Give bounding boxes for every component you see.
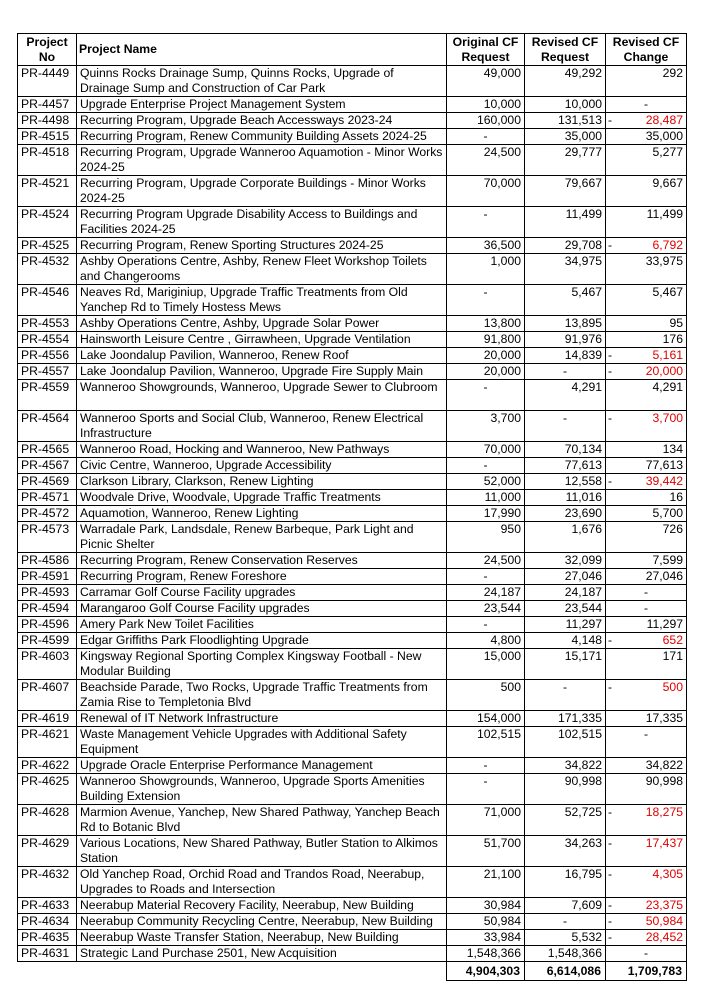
project-no-cell: PR-4599 — [18, 633, 77, 649]
original-request-cell: 20,000 — [447, 364, 525, 380]
revised-request-cell: 29,708 — [525, 238, 606, 254]
project-no-cell: PR-4557 — [18, 364, 77, 380]
table-row — [18, 380, 687, 411]
revised-request-cell: 10,000 — [525, 97, 606, 113]
table-row — [18, 238, 687, 254]
table-row — [18, 680, 687, 711]
project-name-cell: Civic Centre, Wanneroo, Upgrade Accessibility — [77, 458, 447, 474]
revised-request-cell: 34,975 — [525, 254, 606, 285]
revised-request-cell: 7,609 — [525, 898, 606, 914]
project-name-cell: Beachside Parade, Two Rocks, Upgrade Traffic Treatments from Zamia Rise to Templetonia Blvd — [77, 680, 447, 711]
project-no-cell: PR-4546 — [18, 285, 77, 316]
original-request-cell: - — [447, 617, 525, 633]
project-no-cell: PR-4572 — [18, 506, 77, 522]
revised-request-cell: 91,976 — [525, 332, 606, 348]
revised-change-cell: 176 — [606, 332, 687, 348]
original-request-cell: 1,548,366 — [447, 946, 525, 962]
original-request-cell: 154,000 — [447, 711, 525, 727]
table-row — [18, 601, 687, 617]
revised-request-cell: 15,171 — [525, 649, 606, 680]
revised-change-cell: 9,667 — [606, 176, 687, 207]
revised-request-cell: 11,297 — [525, 617, 606, 633]
revised-request-cell: 29,777 — [525, 145, 606, 176]
table-row — [18, 458, 687, 474]
original-request-cell: 11,000 — [447, 490, 525, 506]
project-no-cell: PR-4603 — [18, 649, 77, 680]
table-row — [18, 898, 687, 914]
project-no-cell: PR-4628 — [18, 805, 77, 836]
revised-change-cell: - 3,700 — [606, 411, 687, 442]
table-row — [18, 254, 687, 285]
project-no-cell: PR-4596 — [18, 617, 77, 633]
original-request-cell: - — [447, 774, 525, 805]
revised-change-cell: - 20,000 — [606, 364, 687, 380]
revised-change-cell: - 50,984 — [606, 914, 687, 930]
project-no-cell: PR-4607 — [18, 680, 77, 711]
table-row — [18, 97, 687, 113]
revised-change-cell: 16 — [606, 490, 687, 506]
project-name-cell: Warradale Park, Landsdale, Renew Barbeque, Park Light and Picnic Shelter — [77, 522, 447, 553]
project-no-cell: PR-4586 — [18, 553, 77, 569]
revised-request-cell: 171,335 — [525, 711, 606, 727]
project-no-cell: PR-4525 — [18, 238, 77, 254]
project-name-cell: Neerabup Community Recycling Centre, Neerabup, New Building — [77, 914, 447, 930]
table-row — [18, 285, 687, 316]
revised-change-cell: - 39,442 — [606, 474, 687, 490]
revised-request-cell: 34,263 — [525, 836, 606, 867]
project-name-cell: Aquamotion, Wanneroo, Renew Lighting — [77, 506, 447, 522]
revised-request-cell: 16,795 — [525, 867, 606, 898]
original-request-cell: - — [447, 129, 525, 145]
revised-change-cell: 11,297 — [606, 617, 687, 633]
revised-change-cell: 11,499 — [606, 207, 687, 238]
revised-request-cell: 32,099 — [525, 553, 606, 569]
totals-row — [18, 962, 687, 981]
original-request-cell: 4,800 — [447, 633, 525, 649]
revised-request-cell: 102,515 — [525, 727, 606, 758]
revised-change-cell: 35,000 — [606, 129, 687, 145]
project-no-cell: PR-4553 — [18, 316, 77, 332]
total-original: 4,904,303 — [447, 962, 525, 981]
revised-request-cell: 11,016 — [525, 490, 606, 506]
project-no-cell: PR-4521 — [18, 176, 77, 207]
project-no-cell: PR-4619 — [18, 711, 77, 727]
table-row — [18, 727, 687, 758]
table-row — [18, 649, 687, 680]
original-request-cell: 52,000 — [447, 474, 525, 490]
table-row — [18, 805, 687, 836]
revised-change-cell: 95 — [606, 316, 687, 332]
project-name-cell: Renewal of IT Network Infrastructure — [77, 711, 447, 727]
project-name-cell: Hainsworth Leisure Centre , Girrawheen, Upgrade Ventilation — [77, 332, 447, 348]
project-no-cell: PR-4457 — [18, 97, 77, 113]
revised-request-cell: - — [525, 411, 606, 442]
project-name-cell: Recurring Program, Renew Foreshore — [77, 569, 447, 585]
original-request-cell: - — [447, 380, 525, 411]
project-name-cell: Recurring Program, Renew Community Building Assets 2024-25 — [77, 129, 447, 145]
project-name-cell: Recurring Program, Renew Conservation Reserves — [77, 553, 447, 569]
project-name-cell: Recurring Program, Upgrade Beach Accessways 2023-24 — [77, 113, 447, 129]
table-row — [18, 207, 687, 238]
revised-request-cell: 131,513 — [525, 113, 606, 129]
header-project-no: Project No — [18, 34, 77, 66]
project-name-cell: Neerabup Material Recovery Facility, Neerabup, New Building — [77, 898, 447, 914]
original-request-cell: 70,000 — [447, 442, 525, 458]
original-request-cell: 24,187 — [447, 585, 525, 601]
project-no-cell: PR-4631 — [18, 946, 77, 962]
project-no-cell: PR-4567 — [18, 458, 77, 474]
original-request-cell: 10,000 — [447, 97, 525, 113]
project-name-cell: Quinns Rocks Drainage Sump, Quinns Rocks, Upgrade of Drainage Sump and Construction of Car Park — [77, 66, 447, 97]
project-name-cell: Wanneroo Showgrounds, Wanneroo, Upgrade Sewer to Clubroom — [77, 380, 447, 411]
header-project-name: Project Name — [77, 34, 447, 66]
project-no-cell: PR-4621 — [18, 727, 77, 758]
table-row — [18, 774, 687, 805]
original-request-cell: 102,515 — [447, 727, 525, 758]
revised-change-cell: - — [606, 946, 687, 962]
revised-request-cell: 90,998 — [525, 774, 606, 805]
revised-change-cell: 134 — [606, 442, 687, 458]
project-no-cell: PR-4556 — [18, 348, 77, 364]
revised-change-cell: - — [606, 97, 687, 113]
header-original-request: Original CF Request — [447, 34, 525, 66]
revised-change-cell: - — [606, 585, 687, 601]
project-name-cell: Edgar Griffiths Park Floodlighting Upgrade — [77, 633, 447, 649]
original-request-cell: 1,000 — [447, 254, 525, 285]
original-request-cell: 49,000 — [447, 66, 525, 97]
project-no-cell: PR-4449 — [18, 66, 77, 97]
project-name-cell: Kingsway Regional Sporting Complex Kingsway Football - New Modular Building — [77, 649, 447, 680]
revised-change-cell: - 28,487 — [606, 113, 687, 129]
original-request-cell: 33,984 — [447, 930, 525, 946]
original-request-cell: 24,500 — [447, 553, 525, 569]
project-name-cell: Marangaroo Golf Course Facility upgrades — [77, 601, 447, 617]
table-row — [18, 585, 687, 601]
project-name-cell: Recurring Program, Upgrade Wanneroo Aquamotion - Minor Works 2024-25 — [77, 145, 447, 176]
header-revised-request: Revised CF Request — [525, 34, 606, 66]
original-request-cell: 500 — [447, 680, 525, 711]
project-name-cell: Carramar Golf Course Facility upgrades — [77, 585, 447, 601]
revised-request-cell: 4,291 — [525, 380, 606, 411]
revised-request-cell: 34,822 — [525, 758, 606, 774]
project-no-cell: PR-4622 — [18, 758, 77, 774]
header-revised-change: Revised CF Change — [606, 34, 687, 66]
revised-change-cell: 34,822 — [606, 758, 687, 774]
original-request-cell: 13,800 — [447, 316, 525, 332]
original-request-cell: 160,000 — [447, 113, 525, 129]
table-row — [18, 836, 687, 867]
project-name-cell: Woodvale Drive, Woodvale, Upgrade Traffic Treatments — [77, 490, 447, 506]
revised-change-cell: - 652 — [606, 633, 687, 649]
project-no-cell: PR-4629 — [18, 836, 77, 867]
project-name-cell: Recurring Program, Renew Sporting Structures 2024-25 — [77, 238, 447, 254]
budget-table-container — [17, 33, 687, 981]
revised-change-cell: 726 — [606, 522, 687, 553]
project-name-cell: Upgrade Oracle Enterprise Performance Management — [77, 758, 447, 774]
revised-change-cell: - 28,452 — [606, 930, 687, 946]
table-row — [18, 129, 687, 145]
table-row — [18, 474, 687, 490]
original-request-cell: 70,000 — [447, 176, 525, 207]
revised-change-cell: 17,335 — [606, 711, 687, 727]
original-request-cell: 21,100 — [447, 867, 525, 898]
project-no-cell: PR-4632 — [18, 867, 77, 898]
revised-request-cell: 27,046 — [525, 569, 606, 585]
revised-request-cell: 14,839 — [525, 348, 606, 364]
project-name-cell: Upgrade Enterprise Project Management System — [77, 97, 447, 113]
table-row — [18, 553, 687, 569]
project-no-cell: PR-4565 — [18, 442, 77, 458]
table-row — [18, 176, 687, 207]
project-name-cell: Strategic Land Purchase 2501, New Acquisition — [77, 946, 447, 962]
original-request-cell: 3,700 — [447, 411, 525, 442]
table-row — [18, 914, 687, 930]
project-no-cell: PR-4532 — [18, 254, 77, 285]
revised-request-cell: 1,548,366 — [525, 946, 606, 962]
carry-forward-table — [17, 33, 687, 981]
project-no-cell: PR-4594 — [18, 601, 77, 617]
project-name-cell: Ashby Operations Centre, Ashby, Upgrade Solar Power — [77, 316, 447, 332]
project-name-cell: Wanneroo Road, Hocking and Wanneroo, New Pathways — [77, 442, 447, 458]
table-row — [18, 569, 687, 585]
revised-change-cell: - 4,305 — [606, 867, 687, 898]
totals-spacer — [77, 962, 447, 981]
table-row — [18, 522, 687, 553]
original-request-cell: 30,984 — [447, 898, 525, 914]
original-request-cell: - — [447, 569, 525, 585]
revised-change-cell: - 23,375 — [606, 898, 687, 914]
revised-change-cell: 292 — [606, 66, 687, 97]
original-request-cell: 50,984 — [447, 914, 525, 930]
revised-request-cell: 77,613 — [525, 458, 606, 474]
project-name-cell: Wanneroo Showgrounds, Wanneroo, Upgrade Sports Amenities Building Extension — [77, 774, 447, 805]
project-no-cell: PR-4518 — [18, 145, 77, 176]
project-no-cell: PR-4564 — [18, 411, 77, 442]
revised-change-cell: 5,467 — [606, 285, 687, 316]
table-row — [18, 364, 687, 380]
project-no-cell: PR-4515 — [18, 129, 77, 145]
revised-change-cell: 90,998 — [606, 774, 687, 805]
project-no-cell: PR-4635 — [18, 930, 77, 946]
revised-request-cell: 49,292 — [525, 66, 606, 97]
project-name-cell: Wanneroo Sports and Social Club, Wanneroo, Renew Electrical Infrastructure — [77, 411, 447, 442]
project-no-cell: PR-4591 — [18, 569, 77, 585]
original-request-cell: 950 — [447, 522, 525, 553]
revised-request-cell: 4,148 — [525, 633, 606, 649]
revised-request-cell: - — [525, 680, 606, 711]
project-name-cell: Lake Joondalup Pavilion, Wanneroo, Renew Roof — [77, 348, 447, 364]
revised-request-cell: 12,558 — [525, 474, 606, 490]
project-no-cell: PR-4524 — [18, 207, 77, 238]
project-name-cell: Recurring Program, Upgrade Corporate Buildings - Minor Works 2024-25 — [77, 176, 447, 207]
revised-request-cell: - — [525, 364, 606, 380]
table-row — [18, 316, 687, 332]
revised-request-cell: 23,690 — [525, 506, 606, 522]
project-name-cell: Neerabup Waste Transfer Station, Neerabup, New Building — [77, 930, 447, 946]
table-row — [18, 145, 687, 176]
table-row — [18, 617, 687, 633]
revised-change-cell: 7,599 — [606, 553, 687, 569]
revised-change-cell: - 17,437 — [606, 836, 687, 867]
table-row — [18, 113, 687, 129]
revised-change-cell: 171 — [606, 649, 687, 680]
table-row — [18, 442, 687, 458]
project-no-cell: PR-4625 — [18, 774, 77, 805]
project-no-cell: PR-4634 — [18, 914, 77, 930]
revised-change-cell: - 18,275 — [606, 805, 687, 836]
revised-request-cell: 24,187 — [525, 585, 606, 601]
table-row — [18, 867, 687, 898]
original-request-cell: - — [447, 207, 525, 238]
project-no-cell: PR-4593 — [18, 585, 77, 601]
revised-change-cell: 33,975 — [606, 254, 687, 285]
project-no-cell: PR-4554 — [18, 332, 77, 348]
project-no-cell: PR-4498 — [18, 113, 77, 129]
project-name-cell: Clarkson Library, Clarkson, Renew Lighting — [77, 474, 447, 490]
table-body — [18, 66, 687, 962]
revised-request-cell: 23,544 — [525, 601, 606, 617]
revised-change-cell: - 5,161 — [606, 348, 687, 364]
table-row — [18, 506, 687, 522]
original-request-cell: - — [447, 758, 525, 774]
project-name-cell: Various Locations, New Shared Pathway, Butler Station to Alkimos Station — [77, 836, 447, 867]
table-row — [18, 348, 687, 364]
original-request-cell: - — [447, 285, 525, 316]
project-name-cell: Marmion Avenue, Yanchep, New Shared Pathway, Yanchep Beach Rd to Botanic Blvd — [77, 805, 447, 836]
header-row — [18, 34, 687, 66]
revised-request-cell: 5,467 — [525, 285, 606, 316]
revised-change-cell: 5,700 — [606, 506, 687, 522]
revised-change-cell: 77,613 — [606, 458, 687, 474]
original-request-cell: 71,000 — [447, 805, 525, 836]
totals-spacer — [18, 962, 77, 981]
table-row — [18, 411, 687, 442]
project-no-cell: PR-4633 — [18, 898, 77, 914]
original-request-cell: 15,000 — [447, 649, 525, 680]
project-no-cell: PR-4571 — [18, 490, 77, 506]
revised-change-cell: - — [606, 601, 687, 617]
revised-request-cell: 52,725 — [525, 805, 606, 836]
project-name-cell: Ashby Operations Centre, Ashby, Renew Fleet Workshop Toilets and Changerooms — [77, 254, 447, 285]
table-row — [18, 758, 687, 774]
revised-request-cell: 1,676 — [525, 522, 606, 553]
revised-change-cell: 27,046 — [606, 569, 687, 585]
table-row — [18, 930, 687, 946]
revised-change-cell: - — [606, 727, 687, 758]
project-name-cell: Amery Park New Toilet Facilities — [77, 617, 447, 633]
original-request-cell: 36,500 — [447, 238, 525, 254]
project-no-cell: PR-4573 — [18, 522, 77, 553]
table-row — [18, 711, 687, 727]
original-request-cell: 23,544 — [447, 601, 525, 617]
table-row — [18, 946, 687, 962]
project-no-cell: PR-4569 — [18, 474, 77, 490]
revised-change-cell: - 6,792 — [606, 238, 687, 254]
project-name-cell: Lake Joondalup Pavilion, Wanneroo, Upgrade Fire Supply Main — [77, 364, 447, 380]
project-no-cell: PR-4559 — [18, 380, 77, 411]
revised-change-cell: 4,291 — [606, 380, 687, 411]
original-request-cell: 17,990 — [447, 506, 525, 522]
original-request-cell: 20,000 — [447, 348, 525, 364]
revised-change-cell: - 500 — [606, 680, 687, 711]
revised-request-cell: 35,000 — [525, 129, 606, 145]
revised-change-cell: 5,277 — [606, 145, 687, 176]
revised-request-cell: 13,895 — [525, 316, 606, 332]
original-request-cell: 51,700 — [447, 836, 525, 867]
table-row — [18, 490, 687, 506]
project-name-cell: Recurring Program Upgrade Disability Access to Buildings and Facilities 2024-25 — [77, 207, 447, 238]
original-request-cell: 91,800 — [447, 332, 525, 348]
table-row — [18, 66, 687, 97]
revised-request-cell: 79,667 — [525, 176, 606, 207]
original-request-cell: 24,500 — [447, 145, 525, 176]
project-name-cell: Old Yanchep Road, Orchid Road and Trandos Road, Neerabup, Upgrades to Roads and Intersection — [77, 867, 447, 898]
table-row — [18, 332, 687, 348]
original-request-cell: - — [447, 458, 525, 474]
revised-request-cell: 11,499 — [525, 207, 606, 238]
revised-request-cell: - — [525, 914, 606, 930]
total-change: 1,709,783 — [606, 962, 687, 981]
project-name-cell: Waste Management Vehicle Upgrades with Additional Safety Equipment — [77, 727, 447, 758]
total-revised: 6,614,086 — [525, 962, 606, 981]
table-row — [18, 633, 687, 649]
revised-request-cell: 5,532 — [525, 930, 606, 946]
revised-request-cell: 70,134 — [525, 442, 606, 458]
project-name-cell: Neaves Rd, Mariginiup, Upgrade Traffic Treatments from Old Yanchep Rd to Timely Hostess Mews — [77, 285, 447, 316]
